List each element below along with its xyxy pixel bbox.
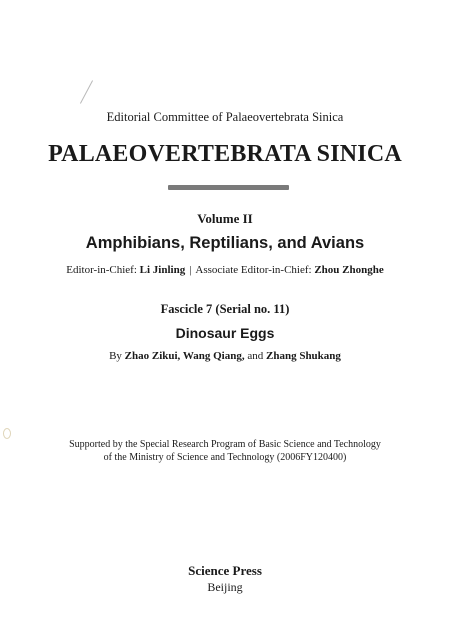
authors-conjunction: and [244,350,266,362]
associate-editor-label: Associate Editor-in-Chief: [195,264,315,276]
title-rule [168,185,289,190]
volume-number: Volume II [197,211,253,226]
editor-in-chief-label: Editor-in-Chief: [66,264,140,276]
paper-speck [3,428,11,439]
publisher-city: Beijing [207,580,243,594]
editors-line [0,264,450,276]
series-title: PALAEOVERTEBRATA SINICA [48,141,402,167]
support-line-1: Supported by the Special Research Program of Basic Science and Technology [69,439,381,450]
support-line-2: of the Ministry of Science and Technology (2006FY120400) [103,452,347,463]
fascicle-number: Fascicle 7 (Serial no. 11) [160,302,290,316]
editorial-committee: Editorial Committee of Palaeovertebrata Sinica [106,110,344,124]
publisher-name: Science Press [188,563,262,578]
authors-line [0,350,450,362]
editor-in-chief-name: Li Jinling [139,264,186,276]
authors-prefix: By [109,350,125,362]
pencil-mark [80,80,93,103]
volume-subject: Amphibians, Reptilians, and Avians [85,234,365,252]
associate-editor-name: Zhou Zhonghe [314,264,384,276]
authors-names-2: Zhang Shukang [266,350,341,362]
fascicle-title: Dinosaur Eggs [175,325,275,341]
editors-separator: | [189,264,192,276]
authors-names-1: Zhao Zikui, Wang Qiang, [124,350,245,362]
